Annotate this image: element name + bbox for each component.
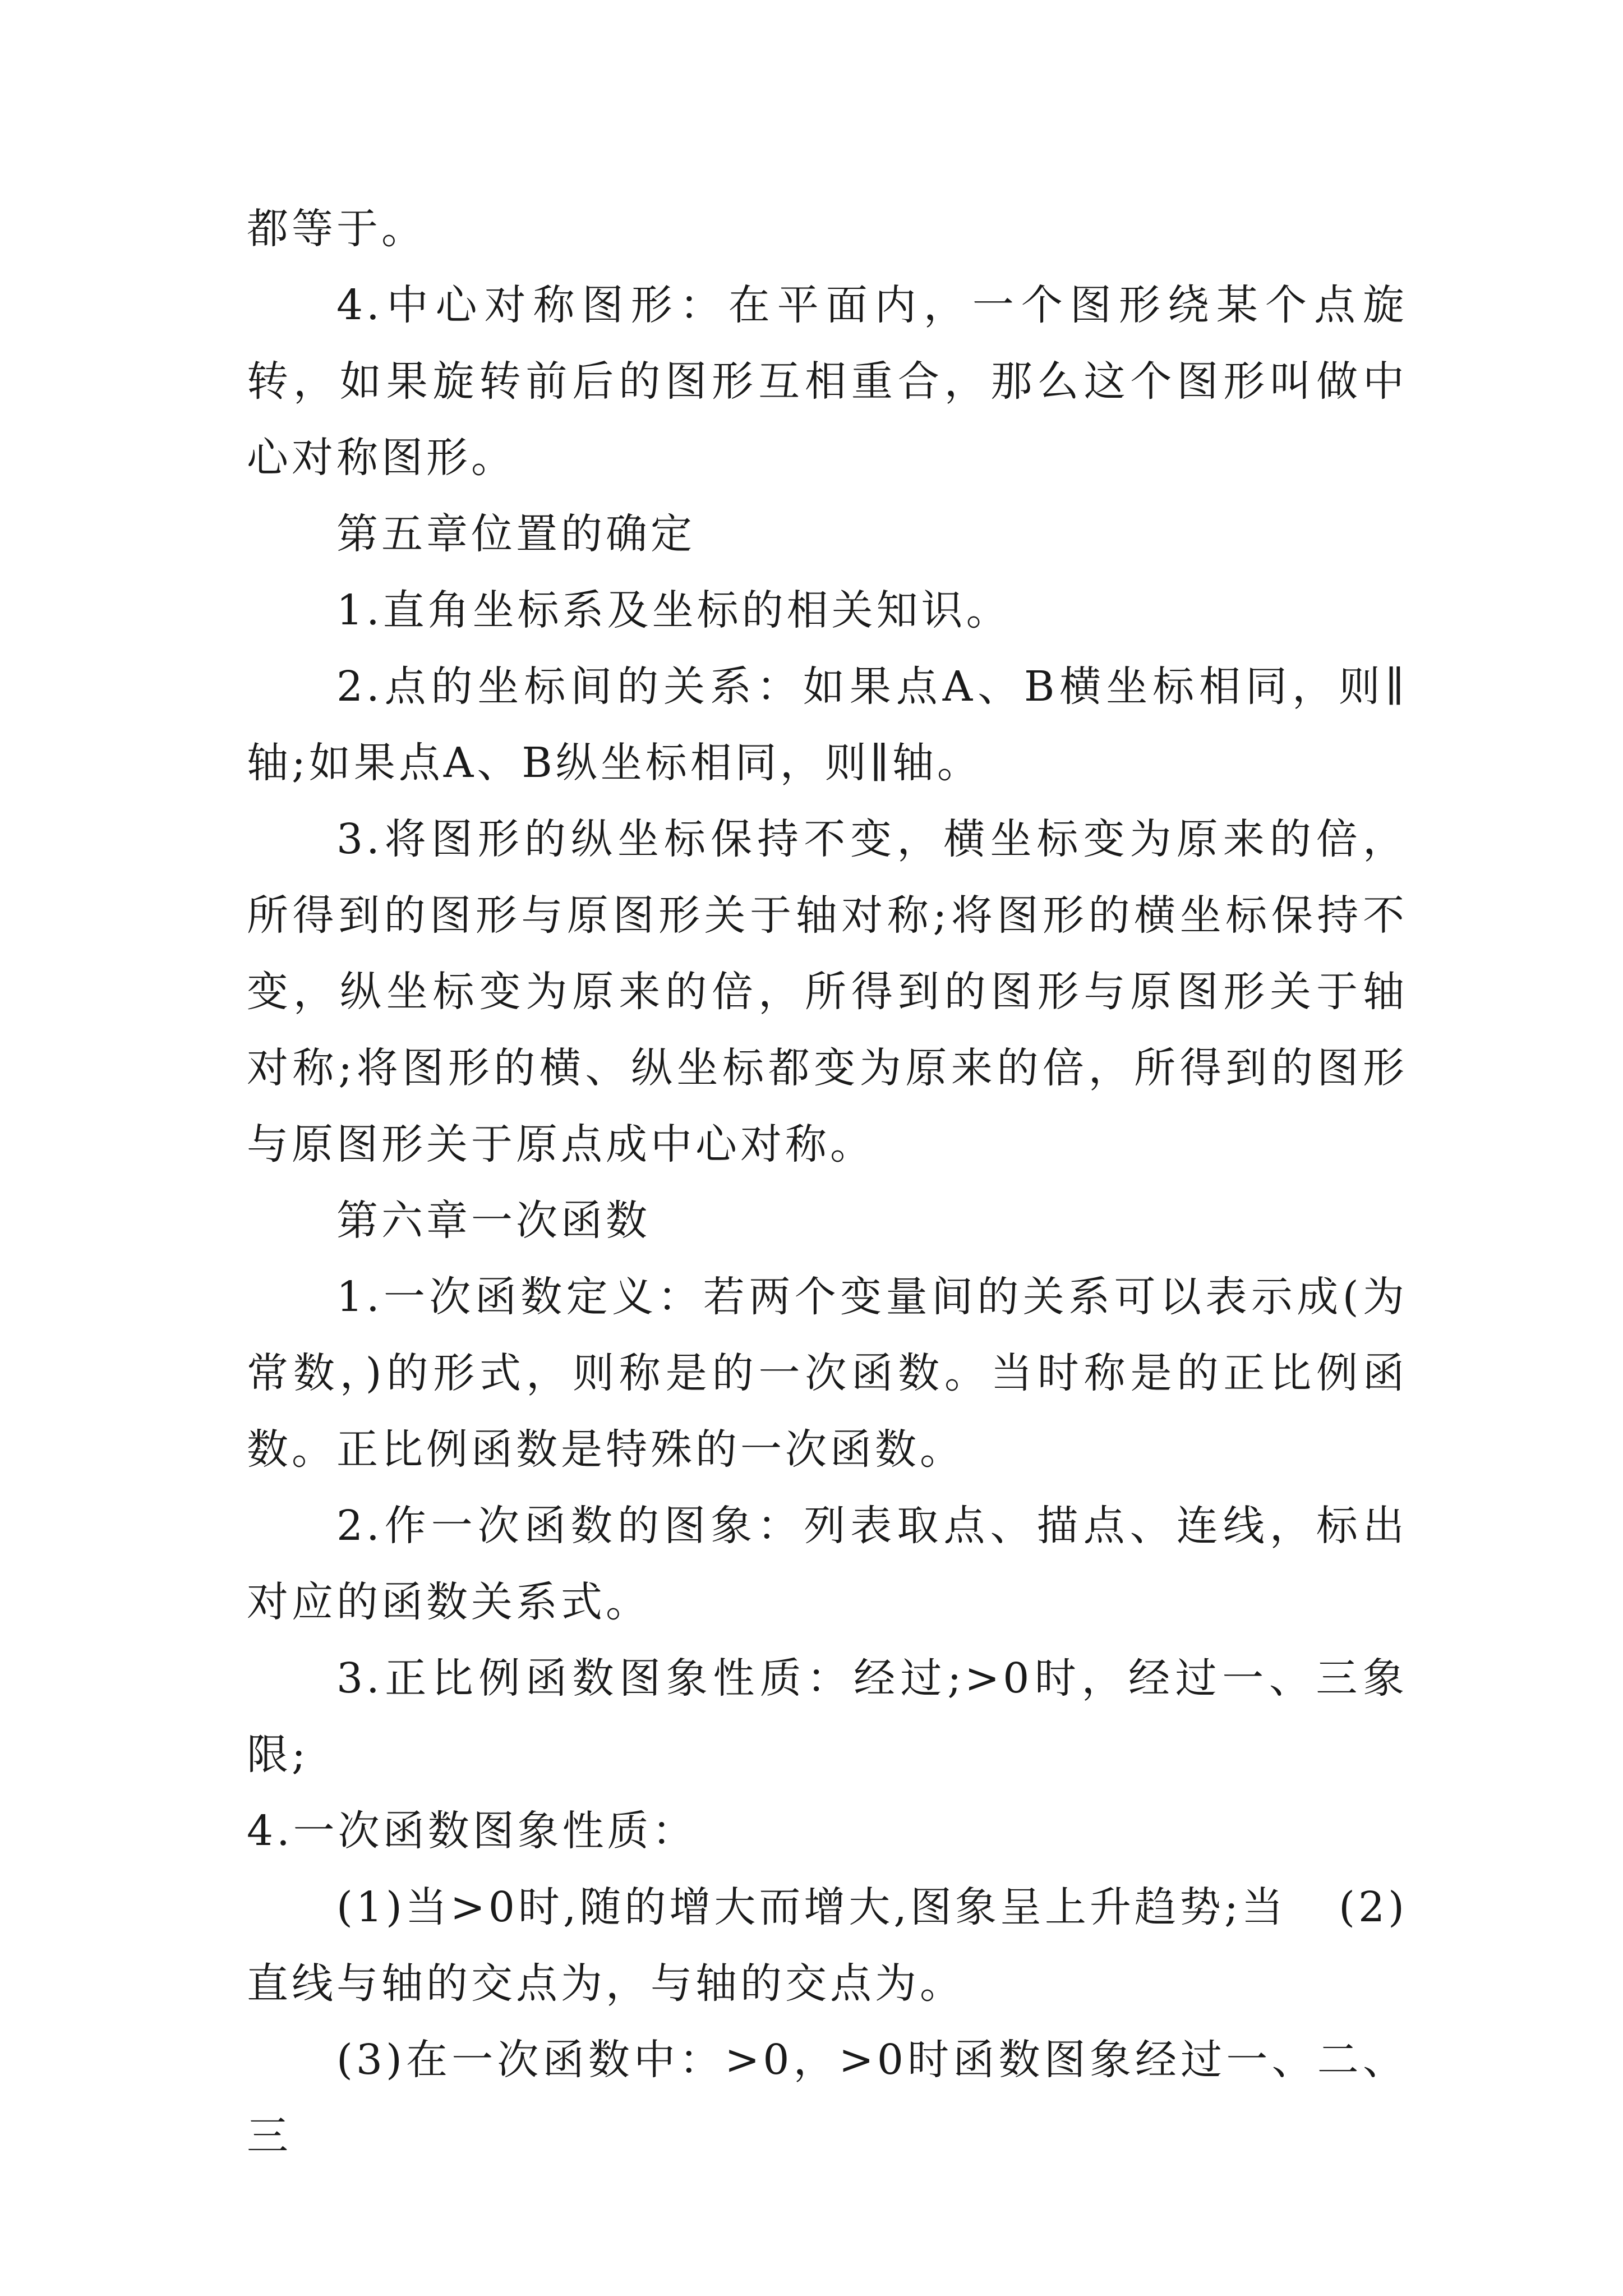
property-2-label: (2)	[1339, 1883, 1408, 1931]
document-body	[247, 191, 1408, 2174]
paragraph-point-relations: 2.点的坐标间的关系：如果点A、B横坐标相同，则∥轴;如果点A、B纵坐标相同，则∥轴。	[247, 662, 1408, 787]
property-1-text: (1)当>0时,随的增大而增大,图象呈上升趋势;当	[336, 1883, 1287, 1931]
paragraph-linear-properties-title: 4.一次函数图象性质：	[247, 1807, 697, 1855]
paragraph-property-1-line	[247, 1869, 1408, 1945]
chapter-heading-6: 第六章一次函数	[336, 1197, 651, 1245]
paragraph-coordinate-system: 1.直角坐标系及坐标的相关知识。	[336, 586, 1011, 634]
paragraph-central-symmetry: 4.中心对称图形：在平面内，一个图形绕某个点旋转，如果旋转前后的图形互相重合，那么这个图形叫做中心对称图形。	[247, 281, 1408, 482]
paragraph-proportional-properties: 3.正比例函数图象性质：经过;>0时，经过一、三象限;	[247, 1654, 1408, 1779]
paragraph-graph-construction: 2.作一次函数的图象：列表取点、描点、连线，标出对应的函数关系式。	[247, 1502, 1408, 1626]
chapter-heading-5: 第五章位置的确定	[336, 510, 695, 558]
paragraph-property-3: (3)在一次函数中：>0，>0时函数图象经过一、二、三	[247, 2036, 1408, 2160]
paragraph-symmetry-transform: 3.将图形的纵坐标保持不变，横坐标变为原来的倍，所得到的图形与原图形关于轴对称;将图形的横坐标保持不变，纵坐标变为原来的倍，所得到的图形与原图形关于轴对称;将图形的横、纵坐标都变为原来的倍，所得到的图形与原图形关于原点成中心对称。	[247, 815, 1408, 1168]
paragraph-linear-function-definition: 1.一次函数定义：若两个变量间的关系可以表示成(为常数，)的形式，则称是的一次函数。当时称是的正比例函数。正比例函数是特殊的一次函数。	[247, 1273, 1408, 1474]
paragraph-intercepts: 直线与轴的交点为，与轴的交点为。	[247, 1959, 965, 2008]
paragraph-continuation: 都等于。	[247, 205, 426, 253]
